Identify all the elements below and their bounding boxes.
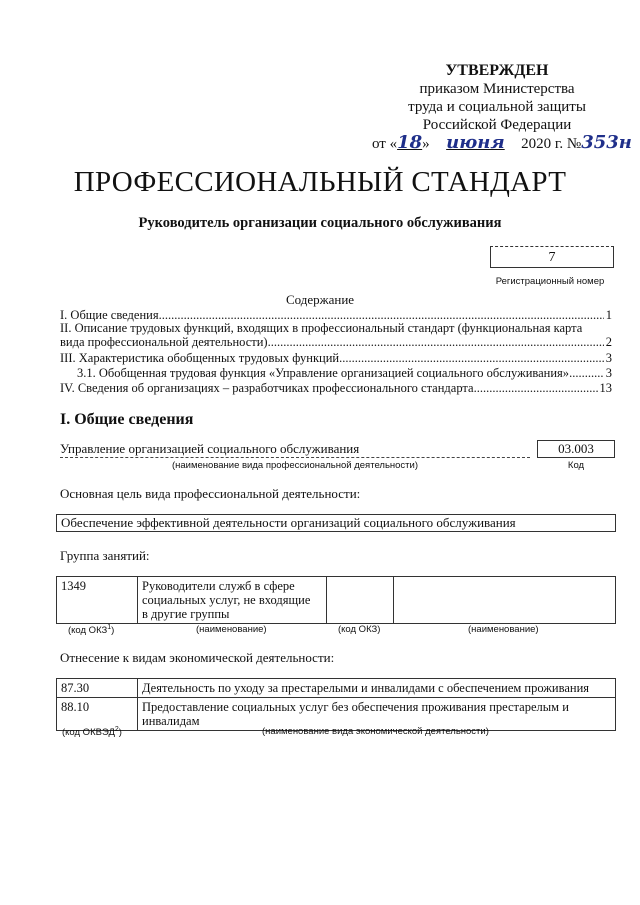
econ-table [56,678,616,731]
registration-number-box: 7 [490,246,614,268]
toc-item-text: I. Общие сведения [60,308,159,322]
toc-item-page: 3 [605,366,612,380]
toc-item-page: 13 [599,381,612,395]
okz-name-caption: (наименование) [196,624,267,635]
okz-code-caption: (код ОКЗ$^1$) [68,624,115,637]
date-mid: » [422,136,430,152]
section-heading: I. Общие сведения [60,411,194,428]
handwritten-order-number: 353н [581,132,632,153]
goal-box [56,514,616,532]
toc-item-page: 1 [605,308,612,322]
toc-item[interactable] [60,321,612,336]
table-row [57,577,616,624]
okz-name-line: социальных услуг, не входящие [142,593,311,607]
okz-code-cell: 1349 [57,577,138,624]
goal-text: Обеспечение эффективной деятельности организаций социального обслуживания [61,515,516,530]
okz-name-cell-empty [394,577,616,624]
toc-item-text: 3.1. Обобщенная трудовая функция «Управление организацией социального обслуживания» [77,366,570,380]
date-prefix: от « [372,136,398,152]
okz-name-line: в другие группы [142,607,230,621]
okved-name-caption: (наименование вида экономической деятельности) [262,726,489,737]
okz-name-caption-2: (наименование) [468,624,539,635]
toc-item-text: вида профессиональной деятельности) [60,335,268,349]
okved-code-caption: (код ОКВЭД$^2$) [62,726,122,739]
group-label: Группа занятий: [60,548,150,563]
code-label: Код [567,460,585,471]
table-row [57,679,616,698]
okz-name-cell [138,577,327,624]
okz-code-cell-empty [327,577,394,624]
group-table [56,576,616,624]
okz-name-line: Руководители служб в сфере [142,579,295,593]
approval-line-2: труда и социальной защиты [408,99,586,115]
toc-item[interactable] [60,381,612,396]
approval-line-3: Российской Федерации [422,117,572,133]
handwritten-month: июня [446,132,505,153]
econ-label: Отнесение к видам экономической деятельности: [60,650,335,665]
okved-name-cell: Предоставление социальных услуг без обеспечения проживания престарелым и инвалидам [138,698,616,731]
approval-date-line [372,132,632,153]
handwritten-day: 18 [397,132,423,153]
okz-code-caption-2: (код ОКЗ) [338,624,381,635]
date-year: 2020 г. № [521,136,582,152]
toc-item-text: II. Описание трудовых функций, входящих в профессиональный стандарт (функциональная карта [60,321,583,335]
okved-name-cell: Деятельность по уходу за престарелыми и инвалидами с обеспечением проживания [138,679,616,698]
toc-item-text: III. Характеристика обобщенных трудовых функций [60,351,340,365]
toc-item-text: IV. Сведения об организациях – разработчиках профессионального стандарта [60,381,474,395]
okved-code-cell: 88.10 [57,698,138,731]
toc-item[interactable] [60,335,612,350]
goal-label: Основная цель вида профессиональной деятельности: [60,486,361,501]
activity-name: Управление организацией социального обслуживания [60,441,530,458]
toc-item[interactable] [60,351,612,366]
approval-heading: УТВЕРЖДЕН [445,62,549,79]
toc-item[interactable] [77,366,612,381]
toc-item-page: 3 [605,351,612,365]
toc-heading: Содержание [285,292,355,307]
activity-caption: (наименование вида профессиональной деятельности) [171,460,419,471]
activity-code: 03.003 [537,440,615,458]
toc-item-page: 2 [605,335,612,349]
document-subtitle: Руководитель организации социального обслуживания [138,215,502,231]
document-title: ПРОФЕССИОНАЛЬНЫЙ СТАНДАРТ [73,166,567,198]
approval-line-1: приказом Министерства [419,81,575,97]
approval-block [372,62,632,153]
registration-number-label: Регистрационный номер [495,276,605,287]
okved-code-cell: 87.30 [57,679,138,698]
